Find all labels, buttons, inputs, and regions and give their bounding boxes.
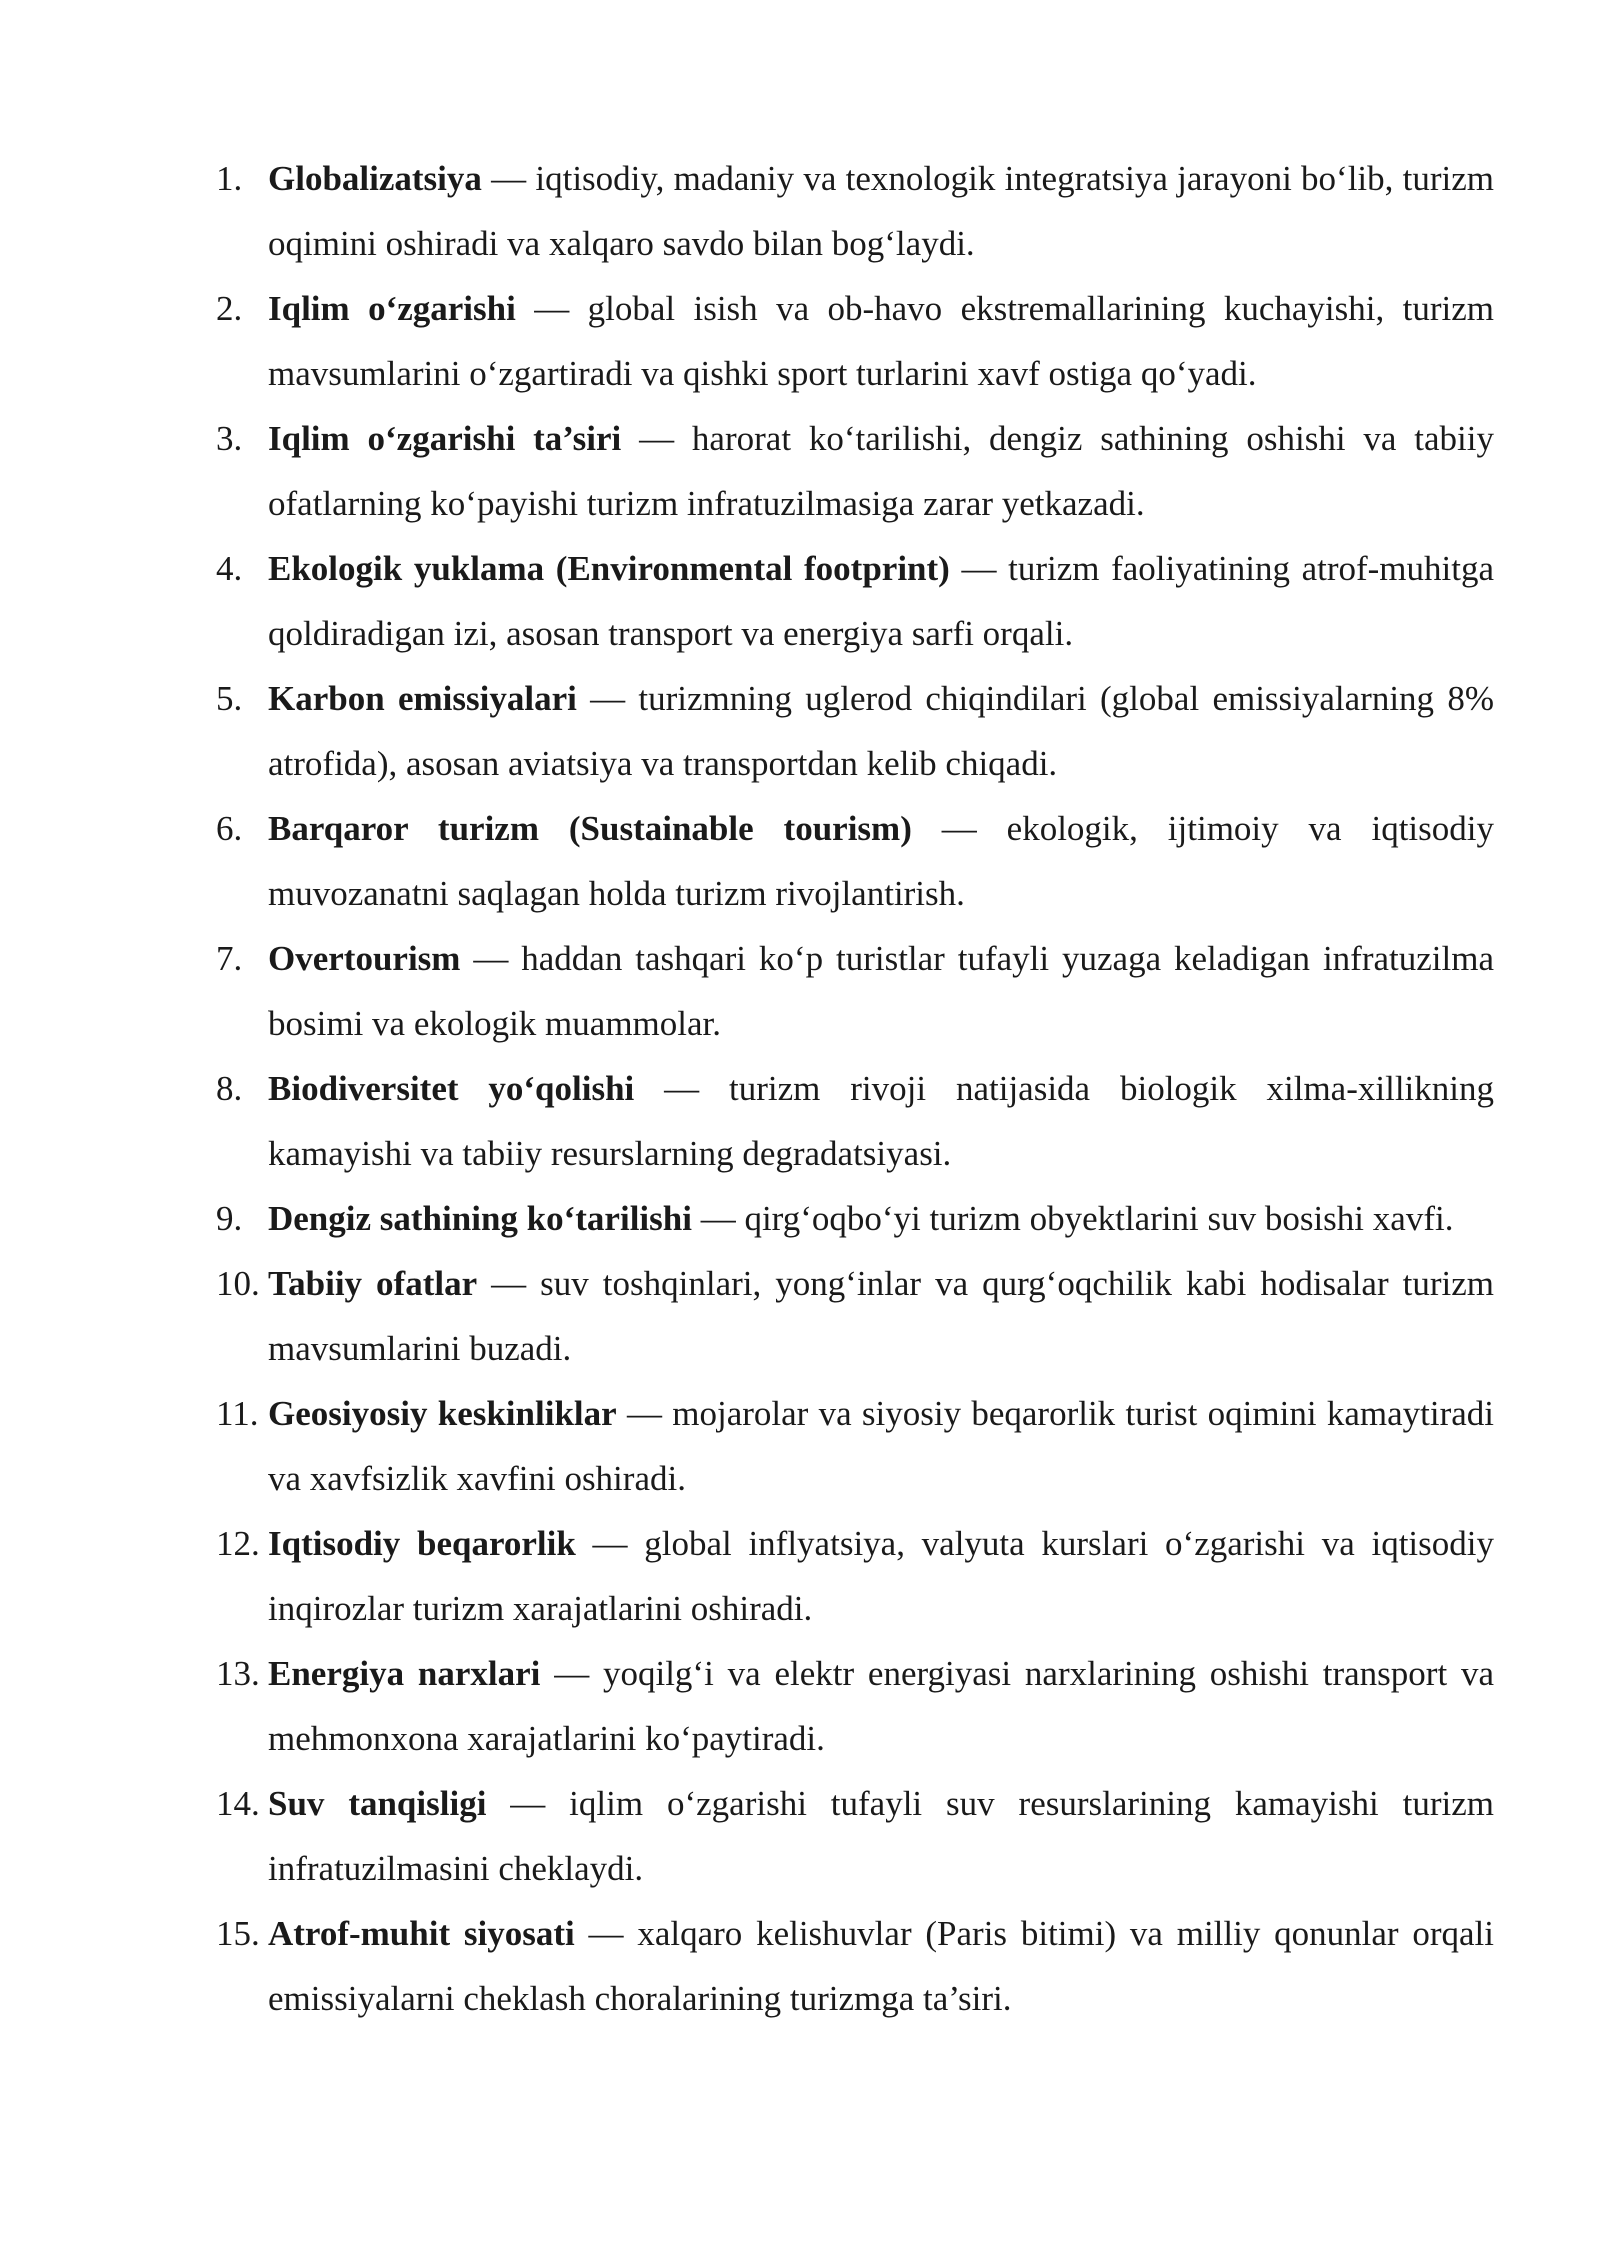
list-item [216,1641,1494,1771]
list-item-text [268,146,1494,276]
list-item-text [268,1186,1494,1251]
list-item [216,1251,1494,1381]
term-heading: Biodiversitet yo‘qolishi [268,1069,635,1108]
list-item [216,1511,1494,1641]
list-item [216,1771,1494,1901]
list-item [216,1056,1494,1186]
term-heading: Iqlim o‘zgarishi [268,289,516,328]
term-definition: — ekologik, ijtimoiy va iqtisodiy muvozanatni saqlagan holda turizm rivojlantirish. [268,809,1494,913]
list-item-number: 13. [216,1654,260,1693]
list-item-number: 14. [216,1784,260,1823]
list-item-number: 3. [216,419,243,458]
list-item [216,1186,1494,1251]
term-heading: Energiya narxlari [268,1654,541,1693]
term-definition: — turizm faoliyatining atrof-muhitga qoldiradigan izi, asosan transport va energiya sarfi orqali. [268,549,1495,653]
term-heading: Overtourism [268,939,461,978]
list-item [216,666,1494,796]
list-item-text [268,406,1494,536]
term-definition: — turizm rivoji natijasida biologik xilma-xillikning kamayishi va tabiiy resurslarning degradatsiyasi. [268,1069,1494,1173]
list-item-number: 9. [216,1199,243,1238]
term-definition: — turizmning uglerod chiqindilari (global emissiyalarning 8% atrofida), asosan aviatsiya va transportdan kelib chiqadi. [268,679,1494,783]
term-list [216,146,1494,2031]
list-item-number: 2. [216,289,243,328]
list-item [216,796,1494,926]
term-heading: Atrof-muhit siyosati [268,1914,575,1953]
term-heading: Suv tanqisligi [268,1784,487,1823]
list-item-text [268,536,1494,666]
term-definition: — xalqaro kelishuvlar (Paris bitimi) va milliy qonunlar orqali emissiyalarni cheklash choralarining turizmga ta’siri. [268,1914,1494,2018]
term-heading: Tabiiy ofatlar [268,1264,478,1303]
list-item-text [268,1641,1494,1771]
list-item-number: 7. [216,939,243,978]
list-item-number: 15. [216,1914,260,1953]
list-item [216,1381,1494,1511]
term-definition: — global inflyatsiya, valyuta kurslari o‘zgarishi va iqtisodiy inqirozlar turizm xarajatlarini oshiradi. [268,1524,1494,1628]
term-definition: — qirg‘oqbo‘yi turizm obyektlarini suv bosishi xavfi. [691,1199,1454,1238]
list-item-number: 4. [216,549,243,588]
term-definition: — haddan tashqari ko‘p turistlar tufayli yuzaga keladigan infratuzilma bosimi va ekologik muammolar. [268,939,1494,1043]
term-heading: Ekologik yuklama (Environmental footprint) [268,549,950,588]
term-definition: — iqlim o‘zgarishi tufayli suv resurslarining kamayishi turizm infratuzilmasini cheklaydi. [268,1784,1494,1888]
term-heading: Geosiyosiy keskinliklar [268,1394,617,1433]
list-item-text [268,1251,1494,1381]
list-item-text [268,926,1494,1056]
list-item-text [268,1056,1494,1186]
term-heading: Globalizatsiya [268,159,482,198]
list-item [216,1901,1494,2031]
list-item-text [268,666,1494,796]
term-definition: — mojarolar va siyosiy beqarorlik turist oqimini kamaytiradi va xavfsizlik xavfini oshiradi. [268,1394,1495,1498]
list-item-number: 12. [216,1524,260,1563]
term-heading: Karbon emissiyalari [268,679,577,718]
term-heading: Iqtisodiy beqarorlik [268,1524,576,1563]
list-item [216,536,1494,666]
list-item-number: 10. [216,1264,260,1303]
term-definition: — harorat ko‘tarilishi, dengiz sathining oshishi va tabiiy ofatlarning ko‘payishi turizm infratuzilmasiga zarar yetkazadi. [268,419,1494,523]
term-heading: Iqlim o‘zgarishi ta’siri [268,419,622,458]
list-item [216,926,1494,1056]
term-heading: Barqaror turizm (Sustainable tourism) [268,809,912,848]
list-item-text [268,1511,1494,1641]
list-item-number: 8. [216,1069,243,1108]
term-definition: — global isish va ob-havo ekstremallarining kuchayishi, turizm mavsumlarini o‘zgartiradi va qishki sport turlarini xavf ostiga qo‘yadi. [268,289,1495,393]
list-item-text [268,1771,1494,1901]
list-item [216,146,1494,276]
list-item-text [268,796,1494,926]
term-definition: — suv toshqinlari, yong‘inlar va qurg‘oqchilik kabi hodisalar turizm mavsumlarini buzadi. [268,1264,1494,1368]
list-item [216,276,1494,406]
term-definition: — yoqilg‘i va elektr energiyasi narxlarining oshishi transport va mehmonxona xarajatlarini ko‘paytiradi. [268,1654,1494,1758]
list-item-text [268,1901,1494,2031]
list-item [216,406,1494,536]
list-item-text [268,276,1494,406]
list-item-number: 5. [216,679,243,718]
list-item-number: 1. [216,159,243,198]
list-item-text [268,1381,1494,1511]
term-heading: Dengiz sathining ko‘tarilishi [268,1199,692,1238]
term-definition: — iqtisodiy, madaniy va texnologik integratsiya jarayoni bo‘lib, turizm oqimini oshiradi va xalqaro savdo bilan bog‘laydi. [268,159,1494,263]
list-item-number: 11. [216,1394,259,1433]
list-item-number: 6. [216,809,243,848]
